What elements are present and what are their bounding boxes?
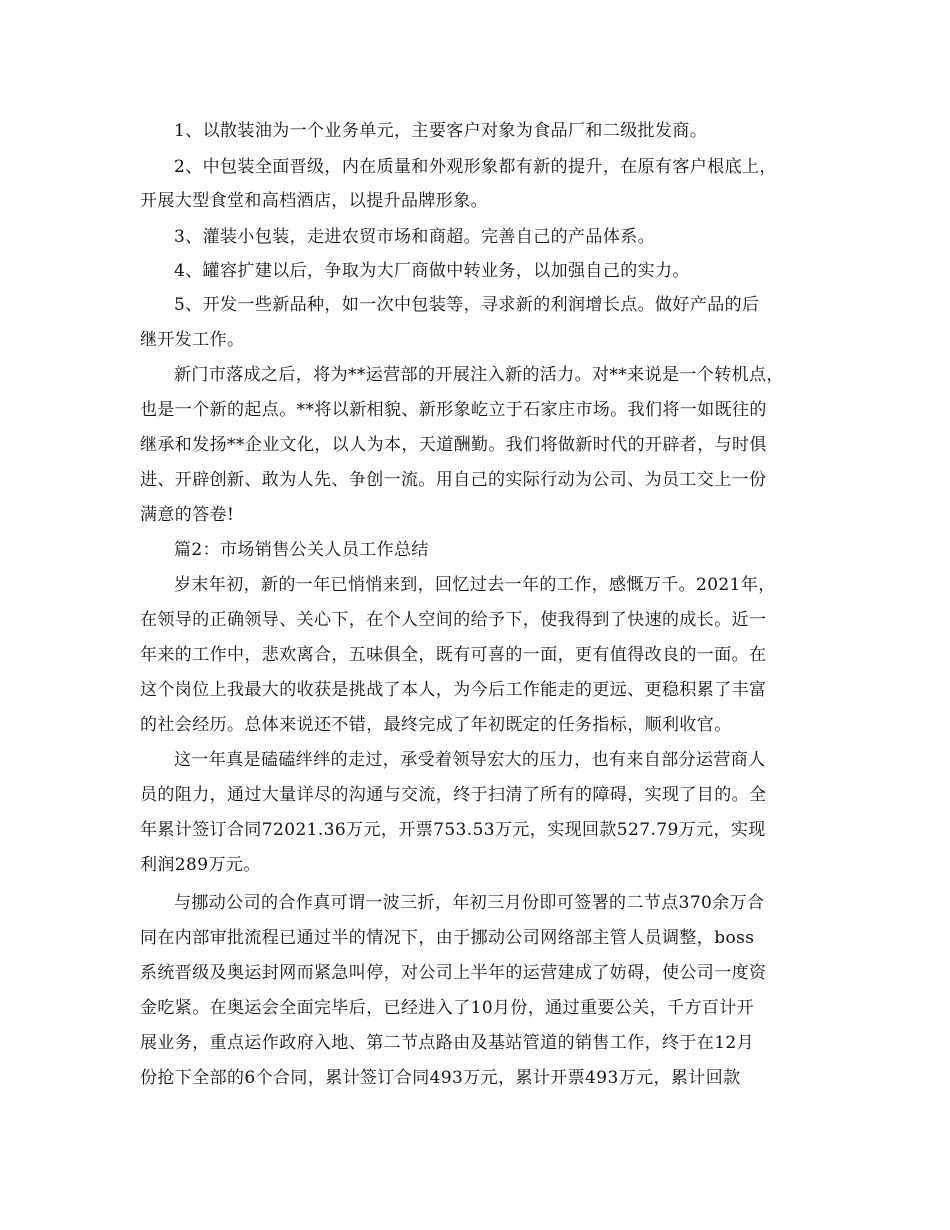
text-line: 系统晋级及奥运封网而紧急叫停，对公司上半年的运营建成了妨碍，使公司一度资 bbox=[140, 963, 767, 983]
text-line: 满意的答卷! bbox=[140, 505, 235, 525]
text-line: 年累计签订合同72021.36万元，开票753.53万元，实现回款527.79万元，实现 bbox=[140, 820, 766, 840]
text-line: 的社会经历。总体来说还不错，最终完成了年初既定的任务指标，顺利收官。 bbox=[140, 715, 732, 735]
text-line: 岁末年初，新的一年已悄悄来到，回忆过去一年的工作，感慨万千。2021年， bbox=[174, 575, 776, 595]
text-line: 份抢下全部的6个合同，累计签订合同493万元，累计开票493万元，累计回款 bbox=[140, 1068, 741, 1088]
text-line: 利润289万元。 bbox=[140, 855, 261, 875]
text-line: 在领导的正确领导、关心下，在个人空间的给予下，使我得到了快速的成长。近一 bbox=[140, 610, 767, 630]
text-line: 年来的工作中，悲欢离合，五味俱全，既有可喜的一面，更有值得改良的一面。在 bbox=[140, 645, 767, 665]
text-line: 2、中包装全面晋级，内在质量和外观形象都有新的提升，在原有客户根底上， bbox=[174, 157, 777, 177]
text-line: 4、罐容扩建以后，争取为大厂商做中转业务，以加强自己的实力。 bbox=[174, 261, 690, 281]
text-line: 开展大型食堂和高档酒店，以提升品牌形象。 bbox=[140, 191, 488, 211]
text-line: 这个岗位上我最大的收获是挑战了本人，为今后工作能走的更远、更稳积累了丰富 bbox=[140, 680, 767, 700]
text-line: 继开发工作。 bbox=[140, 330, 245, 350]
text-line: 员的阻力，通过大量详尽的沟通与交流，终于扫清了所有的障碍，实现了目的。全 bbox=[140, 785, 767, 805]
text-line: 也是一个新的起点。**将以新相貌、新形象屹立于石家庄市场。我们将一如既往的 bbox=[140, 400, 767, 420]
text-line: 新门市落成之后，将为**运营部的开展注入新的活力。对**来说是一个转机点， bbox=[174, 365, 784, 385]
text-line: 继承和发扬**企业文化，以人为本，天道酬勤。我们将做新时代的开辟者，与时俱 bbox=[140, 435, 767, 455]
text-line: 展业务，重点运作政府入地、第二节点路由及基站管道的销售工作，终于在12月 bbox=[140, 1033, 755, 1053]
text-line: 进、开辟创新、敢为人先、争创一流。用自己的实际行动为公司、为员工交上一份 bbox=[140, 470, 767, 490]
text-line: 同在内部审批流程已通过半的情况下，由于挪动公司网络部主管人员调整，boss bbox=[140, 928, 755, 948]
text-line: 这一年真是磕磕绊绊的走过，承受着领导宏大的压力，也有来自部分运营商人 bbox=[174, 750, 766, 770]
text-line: 金吃紧。在奥运会全面完毕后，已经进入了10月份，通过重要公关，千方百计开 bbox=[140, 998, 755, 1018]
text-line: 5、开发一些新品种，如一次中包装等，寻求新的利润增长点。做好产品的后 bbox=[174, 295, 760, 315]
text-line: 1、以散装油为一个业务单元，主要客户对象为食品厂和二级批发商。 bbox=[174, 121, 708, 141]
section-heading: 篇2：市场销售公关人员工作总结 bbox=[174, 540, 429, 560]
text-line: 3、灌装小包装，走进农贸市场和商超。完善自己的产品体系。 bbox=[174, 227, 656, 247]
text-line: 与挪动公司的合作真可谓一波三折，年初三月份即可签署的二节点370余万合 bbox=[174, 893, 765, 913]
